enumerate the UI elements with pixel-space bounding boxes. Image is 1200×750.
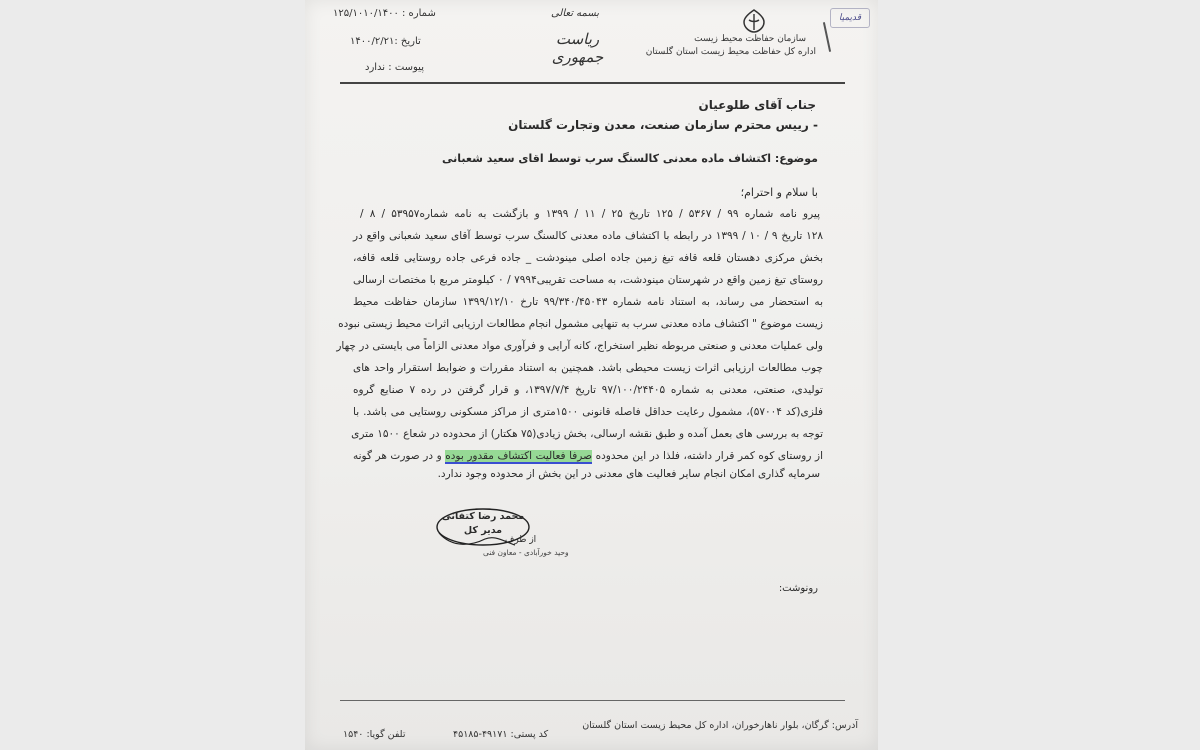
body-line-7: ولی عملیات معدنی و صنعتی مربوطه نظیر استخراج، کانه آرایی و فرآوری مواد معدنی الزاماً می بایستی در چهار <box>336 340 823 352</box>
body-line-6: زیست موضوع " اکتشاف ماده معدنی سرب به تنهایی مشمول انجام مطالعات ارزیابی اثرات محیط زیستی نبوده <box>338 318 823 330</box>
letter-page <box>305 0 878 750</box>
body-line-5: به استحضار می رساند، به استناد نامه شماره ۹۹/۳۴۰/۴۵۰۴۳ تارخ ۱۳۹۹/۱۲/۱۰ سازمان حفاظت محیط <box>353 296 823 308</box>
body-line-2: ۱۲۸ تاریخ ۹ / ۱۰ / ۱۳۹۹ در رابطه با اکتشاف ماده معدنی کالسنگ سرب توسط آقای سعید شعبانی واقع در <box>353 230 823 242</box>
body-line-13: سرمایه گذاری امکان انجام سایر فعالیت های معدنی در این بخش از محدوده وجود ندارد. <box>437 468 820 480</box>
org-name-line1: سازمان حفاظت محیط زیست <box>694 34 806 44</box>
org-name-line2: اداره کل حفاظت محیط زیست استان گلستان <box>645 47 816 57</box>
body-line-12 <box>353 449 823 463</box>
header-divider <box>340 82 845 84</box>
emblem-icon <box>740 8 768 34</box>
body-line-1: پیرو نامه شماره ۹۹ / ۵۳۶۷ / ۱۲۵ تاریخ ۲۵ / ۱۱ / ۱۳۹۹ و بازگشت به نامه شماره۵۳۹۵۷ / ۸ / <box>360 208 821 220</box>
footer-divider <box>340 700 845 701</box>
highlighted-phrase: صرفا فعالیت اکتشاف مقدور بوده <box>445 450 593 462</box>
subject-line: موضوع: اکتشاف ماده معدنی کالسنگ سرب توسط اقای سعید شعبانی <box>442 152 818 165</box>
recipient-line1: جناب آقای طلوعیان <box>698 98 816 112</box>
letter-number: شماره : ۱۲۵/۱۰۱۰/۱۴۰۰ <box>333 8 436 19</box>
presidency-title: ریاست جمهوری <box>551 30 604 66</box>
body-line-11: توجه به بررسی های بعمل آمده و طبق نقشه ارسالی، بخش زیادی(۷۵ هکتار) از محدوده در شعاع ۱۵۰۰ متری <box>351 428 823 440</box>
recipient-line2: - رییس محترم سازمان صنعت، معدن وتجارت گلستان <box>508 118 818 132</box>
signatory-name: محمد رضا کتفانی <box>441 511 525 522</box>
body-line-3: بخش مرکزی دهستان قلعه قافه تیغ زمین جاده اصلی مینودشت _ جاده فرعی جاده روستایی قلعه قافه، <box>353 252 823 264</box>
body-line-12-start: از روستای کوه کمر قرار داشته، فلذا در این محدوده <box>595 450 823 462</box>
footer-phone: تلفن گویا: ۱۵۴۰ <box>343 729 406 740</box>
body-line-10: فلزی(کد ۵۷۰۰۴)، مشمول رعایت حداقل فاصله قانونی ۱۵۰۰متری از مراکز مسکونی روستایی می باشد. با <box>353 406 824 418</box>
footer-address: آدرس: گرگان، بلوار ناهارخوران، اداره کل محیط زیست استان گلستان <box>582 720 858 731</box>
body-line-4: روستای تیغ زمین واقع در شهرستان مینودشت، به مساحت تقریبی۷۹۹۴ / ۰ کیلومتر مربع با مختصات ارسالی <box>353 274 823 286</box>
body-line-12-end: و در صورت هر گونه <box>353 450 442 462</box>
signature-footnote: وحید خورآبادی - معاون فنی <box>483 548 569 557</box>
letter-date: تاریخ :۱۴۰۰/۲/۲۱ <box>350 36 421 47</box>
letter-attachment: پیوست : ندارد <box>365 62 424 73</box>
left-background <box>0 0 305 750</box>
footer-postal: کد پستی: ۴۹۱۷۱-۴۵۱۸۵ <box>453 729 549 740</box>
body-line-9: تولیدی، صنعتی، معدنی به شماره ۹۷/۱۰۰/۲۴۴۰۵ تاریخ ۱۳۹۷/۷/۴، و قرار گرفتن در رده ۷ صنایع گروه <box>353 384 823 396</box>
signatory-title: مدیر کل <box>463 525 503 536</box>
cc-label: رونوشت: <box>778 583 818 594</box>
org-emblem <box>740 8 768 34</box>
greeting: با سلام و احترام؛ <box>740 186 818 199</box>
corner-note: قدیمیا <box>830 8 870 28</box>
right-background <box>878 0 1200 750</box>
body-line-8: چوب مطالعات ارزیابی اثرات زیست محیطی باشد. همچنین به استناد مقررات و ضوابط استقرار واحد های <box>353 362 823 374</box>
signature-stamp <box>433 505 533 553</box>
signature-by: از طرف <box>505 535 537 545</box>
besmeh-text: بسمه تعالی <box>550 8 600 19</box>
